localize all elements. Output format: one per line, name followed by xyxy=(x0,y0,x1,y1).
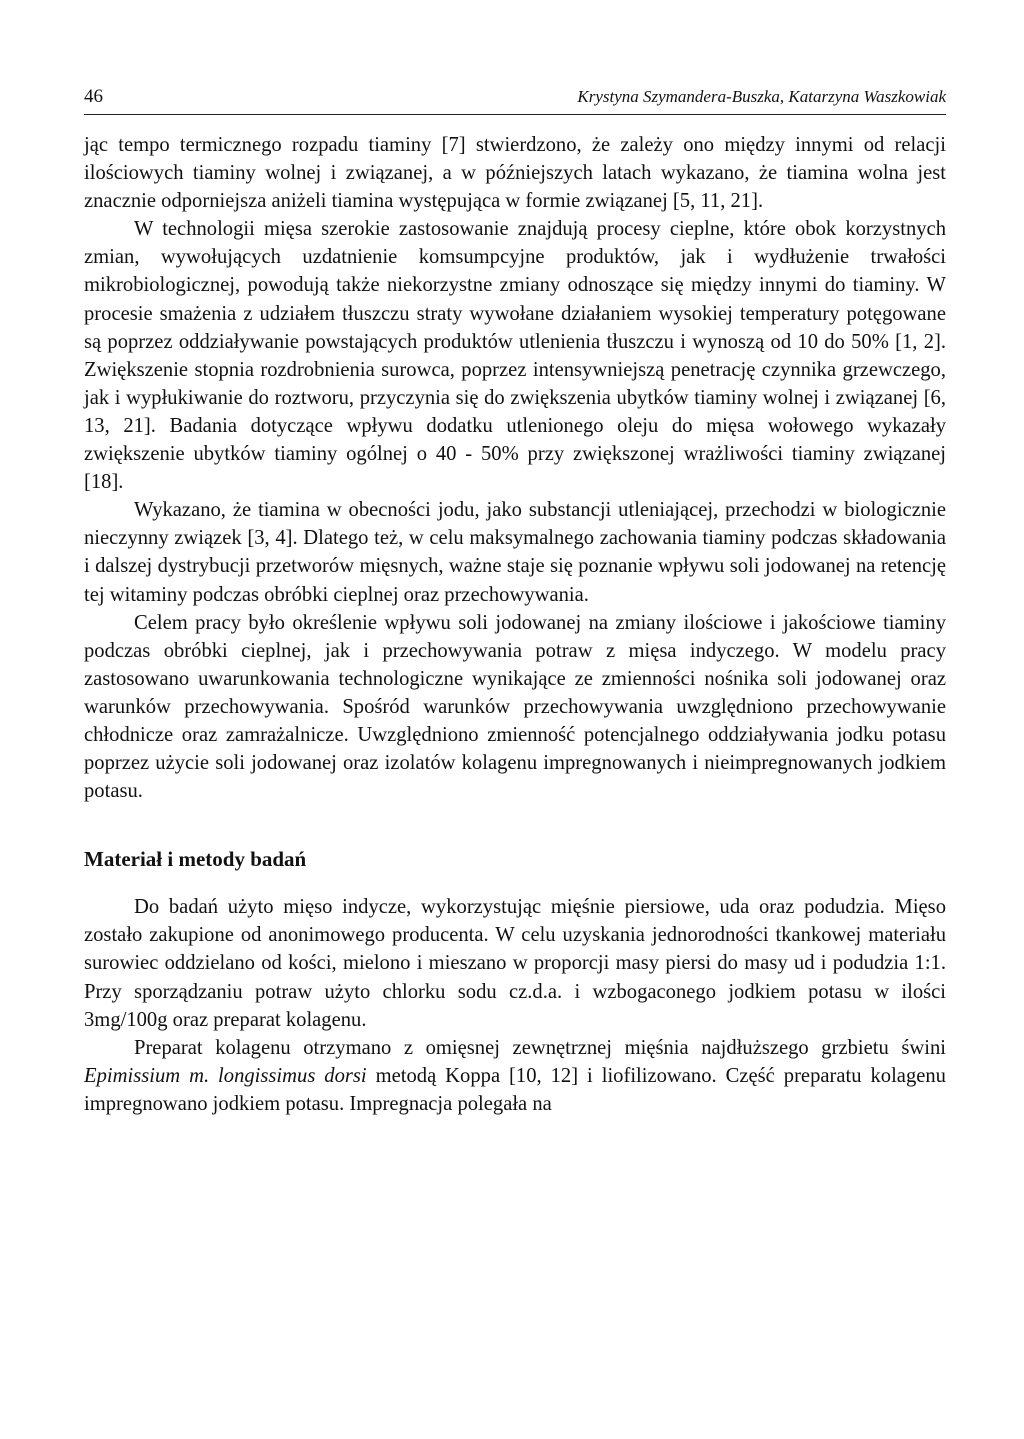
article-body xyxy=(84,131,946,1118)
page-number: 46 xyxy=(84,86,103,107)
paragraph-last xyxy=(84,1034,946,1118)
section-heading: Materiał i metody badań xyxy=(84,847,307,872)
paragraph-continued: jąc tempo termicznego rozpadu tiaminy [7] stwierdzono, że zależy ono między innymi od relacji ilościowych tiaminy wolnej i związanej, a w późniejszych latach wykazano, że tiamina wolna jest znacznie odporniejsza aniżeli tiamina występująca w formie związanej [5, 11, 21]. xyxy=(84,134,946,213)
latin-term: Epimissium m. longissimus dorsi xyxy=(84,1064,367,1087)
paragraph: Wykazano, że tiamina w obecności jodu, jako substancji utleniającej, przechodzi w biologicznie nieczynny związek [3, 4]. Dlatego też, w celu maksymalnego zachowania tiaminy podczas składowania i dalszej dystrybucji przetworów mięsnych, ważne staje się poznanie wpływu soli jodowanej na retencję tej witaminy podczas obróbki cieplnej oraz przechowywania. xyxy=(84,499,946,606)
page xyxy=(84,86,946,1118)
text-run: metodą Koppa [10, 12] i liofilizowano. Część preparatu kolagenu impregnowano jodkiem potasu. Impregnacja polegała na xyxy=(84,1064,946,1115)
running-head-authors: Krystyna Szymandera-Buszka, Katarzyna Waszkowiak xyxy=(577,87,946,106)
running-header xyxy=(84,86,946,115)
text-run: Preparat kolagenu otrzymano z omięsnej zewnętrznej mięśnia najdłuższego grzbietu świni xyxy=(134,1036,946,1059)
paragraph: Celem pracy było określenie wpływu soli jodowanej na zmiany ilościowe i jakościowe tiaminy podczas obróbki cieplnej, jak i przechowywania potraw z mięsa indyczego. W modelu pracy zastosowano uwarunkowania technologiczne wynikające ze zmienności nośnika soli jodowanej oraz warunków przechowywania. Spośród warunków przechowywania uwzględniono przechowywanie chłodnicze oraz zamrażalnicze. Uwzględniono zmienność potencjalnego oddziaływania jodku potasu poprzez użycie soli jodowanej oraz izolatów kolagenu impregnowanych i nieimpregnowanych jodkiem potasu. xyxy=(84,611,946,803)
paragraph: Do badań użyto mięso indycze, wykorzystując mięśnie piersiowe, uda oraz podudzia. Mięso zostało zakupione od anonimowego producenta. W celu uzyskania jednorodności tkankowej materiału surowiec oddzielano od kości, mielono i mieszano w proporcji masy piersi do masy ud i podudzia 1:1. Przy sporządzaniu potraw użyto chlorku sodu cz.d.a. i wzbogaconego jodkiem potasu w ilości 3mg/100g oraz preparat kolagenu. xyxy=(84,896,946,1031)
paragraph: W technologii mięsa szerokie zastosowanie znajdują procesy cieplne, które obok korzystnych zmian, wywołujących uzdatnienie komsumpcyjne produktów, jak i wydłużenie trwałości mikrobiologicznej, powodują także niekorzystne zmiany odnoszące się między innymi do tiaminy. W procesie smażenia z udziałem tłuszczu straty wywołane działaniem wysokiej temperatury potęgowane są poprzez oddziaływanie powstających produktów utlenienia tłuszczu i wynoszą od 10 do 50% [1, 2]. Zwiększenie stopnia rozdrobnienia surowca, poprzez intensywniejszą penetrację czynnika grzewczego, jak i wypłukiwanie do roztworu, przyczynia się do zwiększenia ubytków tiaminy wolnej i związanej [6, 13, 21]. Badania dotyczące wpływu dodatku utlenionego oleju do mięsa wołowego wykazały zwiększenie ubytków tiaminy ogólnej o 40 - 50% przy zwiększonej wrażliwości tiaminy związanej [18]. xyxy=(84,218,946,494)
